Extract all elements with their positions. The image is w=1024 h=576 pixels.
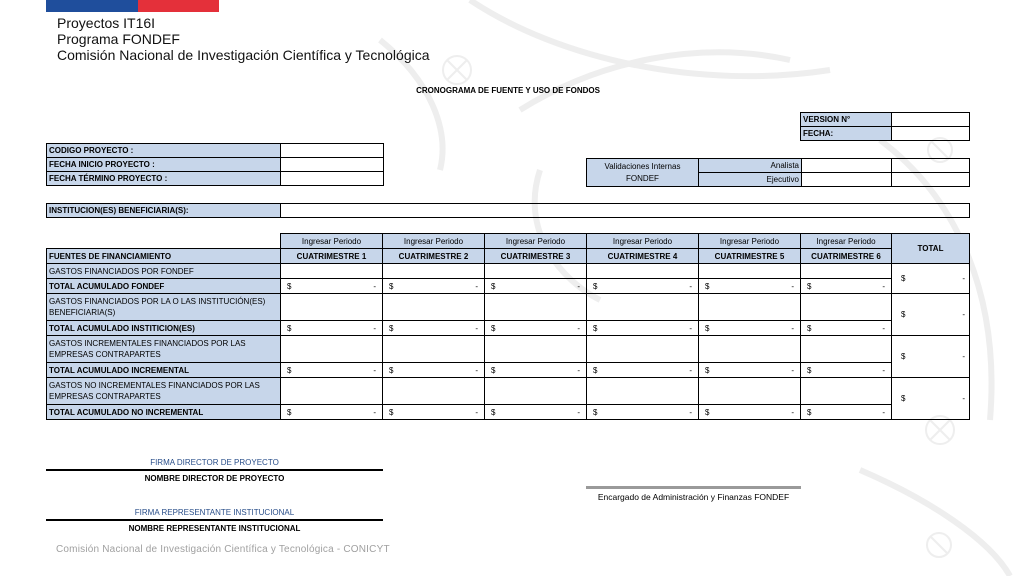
money-cell — [281, 279, 383, 294]
amount-input[interactable] — [801, 264, 892, 279]
amount-value: - — [577, 407, 580, 417]
amount-value: - — [689, 407, 692, 417]
total-row — [47, 279, 970, 294]
project-line: Proyectos IT16I — [57, 15, 156, 31]
amount-input[interactable] — [699, 336, 801, 363]
currency-sign: $ — [807, 281, 812, 291]
amount-value: - — [791, 407, 794, 417]
amount-value: - — [475, 365, 478, 375]
encargado-signature-block — [586, 486, 801, 502]
total-no-incremental-label: TOTAL ACUMULADO NO INCREMENTAL — [47, 405, 281, 420]
gastos-no-incrementales-label: GASTOS NO INCREMENTALES FINANCIADOS POR LAS EMPRESAS CONTRAPARTES — [47, 378, 281, 405]
organization-line: Comisión Nacional de Investigación Científica y Tecnológica — [57, 47, 430, 63]
amount-value: - — [577, 281, 580, 291]
analista-input[interactable] — [802, 159, 892, 173]
money-cell — [485, 405, 587, 420]
currency-sign: $ — [807, 365, 812, 375]
codigo-proyecto-label: CODIGO PROYECTO : — [47, 144, 281, 158]
money-cell — [281, 321, 383, 336]
amount-input[interactable] — [281, 264, 383, 279]
currency-sign: $ — [705, 407, 710, 417]
amount-value: - — [962, 394, 965, 403]
amount-input[interactable] — [485, 378, 587, 405]
institucion-table — [46, 203, 970, 218]
amount-input[interactable] — [587, 264, 699, 279]
money-cell — [699, 405, 801, 420]
director-firma-label: FIRMA DIRECTOR DE PROYECTO — [150, 458, 279, 467]
gastos-incrementales-label: GASTOS INCREMENTALES FINANCIADOS POR LAS EMPRESAS CONTRAPARTES — [47, 336, 281, 363]
currency-sign: $ — [593, 281, 598, 291]
money-cell — [383, 363, 485, 378]
amount-input[interactable] — [485, 294, 587, 321]
amount-input[interactable] — [281, 336, 383, 363]
money-cell — [485, 363, 587, 378]
amount-value: - — [689, 323, 692, 333]
version-input[interactable] — [892, 113, 970, 127]
header-spacer — [47, 234, 281, 249]
footer-text: Comisión Nacional de Investigación Científica y Tecnológica - CONICYT — [56, 544, 390, 555]
periodo-input-4[interactable]: Ingresar Periodo — [587, 234, 699, 249]
money-cell — [383, 405, 485, 420]
currency-sign: $ — [287, 365, 292, 375]
periodo-input-5[interactable]: Ingresar Periodo — [699, 234, 801, 249]
version-label: VERSION N° — [801, 113, 892, 127]
ejecutivo-label: Ejecutivo — [699, 173, 802, 187]
amount-input[interactable] — [699, 264, 801, 279]
analista-extra-input[interactable] — [892, 159, 970, 173]
amount-input[interactable] — [801, 294, 892, 321]
amount-value: - — [882, 323, 885, 333]
cuatrimestre-header: CUATRIMESTRE 3 — [485, 249, 587, 264]
amount-value: - — [475, 281, 478, 291]
periodo-input-6[interactable]: Ingresar Periodo — [801, 234, 892, 249]
currency-sign: $ — [901, 352, 906, 361]
representante-firma-label: FIRMA REPRESENTANTE INSTITUCIONAL — [134, 508, 295, 517]
amount-value: - — [962, 310, 965, 319]
money-cell — [587, 363, 699, 378]
amount-value: - — [882, 407, 885, 417]
amount-input[interactable] — [699, 378, 801, 405]
amount-value: - — [577, 365, 580, 375]
fecha-label: FECHA: — [801, 127, 892, 141]
currency-sign: $ — [491, 407, 496, 417]
total-incremental-label: TOTAL ACUMULADO INCREMENTAL — [47, 363, 281, 378]
amount-value: - — [577, 323, 580, 333]
amount-value: - — [689, 281, 692, 291]
amount-input[interactable] — [383, 378, 485, 405]
schedule-table — [46, 233, 970, 420]
total-no-incremental-cell — [892, 378, 970, 420]
amount-value: - — [689, 365, 692, 375]
fecha-input[interactable] — [892, 127, 970, 141]
total-instituciones-cell — [892, 294, 970, 336]
cuatrimestre-header: CUATRIMESTRE 2 — [383, 249, 485, 264]
currency-sign: $ — [705, 281, 710, 291]
analista-label: Analista — [699, 159, 802, 173]
version-table — [800, 112, 970, 141]
director-nombre-label: NOMBRE DIRECTOR DE PROYECTO — [144, 474, 285, 483]
money-cell — [801, 405, 892, 420]
currency-sign: $ — [593, 323, 598, 333]
codigo-proyecto-input[interactable] — [281, 144, 384, 158]
project-info-table — [46, 143, 384, 186]
ejecutivo-input[interactable] — [802, 173, 892, 187]
currency-sign: $ — [901, 394, 906, 403]
currency-sign: $ — [389, 407, 394, 417]
amount-input[interactable] — [587, 294, 699, 321]
amount-value: - — [882, 365, 885, 375]
total-fondef-cell — [892, 264, 970, 294]
money-cell — [801, 279, 892, 294]
money-cell — [587, 321, 699, 336]
amount-value: - — [791, 323, 794, 333]
periodo-input-2[interactable]: Ingresar Periodo — [383, 234, 485, 249]
brand-bar-red — [138, 0, 219, 12]
cuatrimestre-header: CUATRIMESTRE 5 — [699, 249, 801, 264]
currency-sign: $ — [389, 281, 394, 291]
amount-input[interactable] — [281, 294, 383, 321]
periodo-input-3[interactable]: Ingresar Periodo — [485, 234, 587, 249]
money-cell — [587, 405, 699, 420]
money-cell — [801, 363, 892, 378]
document-title: CRONOGRAMA DE FUENTE Y USO DE FONDOS — [416, 86, 600, 95]
fecha-termino-input[interactable] — [281, 172, 384, 186]
director-signature-block — [46, 458, 383, 483]
currency-sign: $ — [389, 323, 394, 333]
amount-input[interactable] — [485, 264, 587, 279]
amount-input[interactable] — [383, 294, 485, 321]
total-incremental-cell — [892, 336, 970, 378]
total-header: TOTAL — [892, 234, 970, 264]
amount-input[interactable] — [383, 336, 485, 363]
money-cell — [383, 321, 485, 336]
fecha-termino-label: FECHA TÉRMINO PROYECTO : — [47, 172, 281, 186]
cuatrimestre-header: CUATRIMESTRE 1 — [281, 249, 383, 264]
money-cell — [281, 363, 383, 378]
amount-value: - — [882, 281, 885, 291]
money-cell — [699, 279, 801, 294]
currency-sign: $ — [389, 365, 394, 375]
money-cell — [383, 279, 485, 294]
money-cell — [699, 321, 801, 336]
total-row — [47, 321, 970, 336]
currency-sign: $ — [491, 365, 496, 375]
amount-input[interactable] — [383, 264, 485, 279]
currency-sign: $ — [705, 365, 710, 375]
amount-value: - — [791, 365, 794, 375]
currency-sign: $ — [491, 281, 496, 291]
amount-value: - — [962, 352, 965, 361]
brand-bar-blue — [46, 0, 138, 12]
institucion-input[interactable] — [281, 204, 970, 218]
fecha-inicio-input[interactable] — [281, 158, 384, 172]
gastos-fondef-label: GASTOS FINANCIADOS POR FONDEF — [47, 264, 281, 279]
amount-input[interactable] — [587, 336, 699, 363]
currency-sign: $ — [491, 323, 496, 333]
program-line: Programa FONDEF — [57, 31, 180, 47]
total-fondef-label: TOTAL ACUMULADO FONDEF — [47, 279, 281, 294]
representante-signature-block — [46, 508, 383, 533]
currency-sign: $ — [287, 281, 292, 291]
money-cell — [801, 321, 892, 336]
currency-sign: $ — [901, 310, 906, 319]
ejecutivo-extra-input[interactable] — [892, 173, 970, 187]
money-cell — [587, 279, 699, 294]
validaciones-label: Validaciones Internas FONDEF — [587, 159, 699, 187]
institucion-label: INSTITUCION(ES) BENEFICIARIA(S): — [47, 204, 281, 218]
money-cell — [485, 279, 587, 294]
money-cell — [485, 321, 587, 336]
currency-sign: $ — [901, 274, 906, 283]
amount-input[interactable] — [801, 378, 892, 405]
page-header — [57, 15, 430, 63]
currency-sign: $ — [705, 323, 710, 333]
currency-sign: $ — [593, 365, 598, 375]
amount-value: - — [373, 365, 376, 375]
amount-input[interactable] — [801, 336, 892, 363]
amount-input[interactable] — [587, 378, 699, 405]
amount-input[interactable] — [281, 378, 383, 405]
currency-sign: $ — [593, 407, 598, 417]
currency-sign: $ — [807, 407, 812, 417]
currency-sign: $ — [807, 323, 812, 333]
brand-bar — [46, 0, 219, 12]
amount-value: - — [791, 281, 794, 291]
currency-sign: $ — [287, 407, 292, 417]
amount-input[interactable] — [699, 294, 801, 321]
fecha-inicio-label: FECHA INICIO PROYECTO : — [47, 158, 281, 172]
currency-sign: $ — [287, 323, 292, 333]
representante-nombre-label: NOMBRE REPRESENTANTE INSTITUCIONAL — [128, 524, 301, 533]
money-cell — [281, 405, 383, 420]
validaciones-table — [586, 158, 970, 187]
amount-value: - — [373, 407, 376, 417]
amount-value: - — [373, 281, 376, 291]
total-instituciones-label: TOTAL ACUMULADO INSTITICION(ES) — [47, 321, 281, 336]
gastos-instituciones-label: GASTOS FINANCIADOS POR LA O LAS INSTITUCIÓN(ES) BENEFICIARIA(S) — [47, 294, 281, 321]
encargado-label: Encargado de Administración y Finanzas FONDEF — [597, 492, 790, 502]
total-row — [47, 405, 970, 420]
cuatrimestre-header: CUATRIMESTRE 6 — [801, 249, 892, 264]
total-row — [47, 363, 970, 378]
amount-value: - — [962, 274, 965, 283]
amount-value: - — [475, 407, 478, 417]
amount-input[interactable] — [485, 336, 587, 363]
amount-value: - — [373, 323, 376, 333]
fuentes-label: FUENTES DE FINANCIAMIENTO — [47, 249, 281, 264]
cuatrimestre-header: CUATRIMESTRE 4 — [587, 249, 699, 264]
amount-value: - — [475, 323, 478, 333]
money-cell — [699, 363, 801, 378]
periodo-input-1[interactable]: Ingresar Periodo — [281, 234, 383, 249]
